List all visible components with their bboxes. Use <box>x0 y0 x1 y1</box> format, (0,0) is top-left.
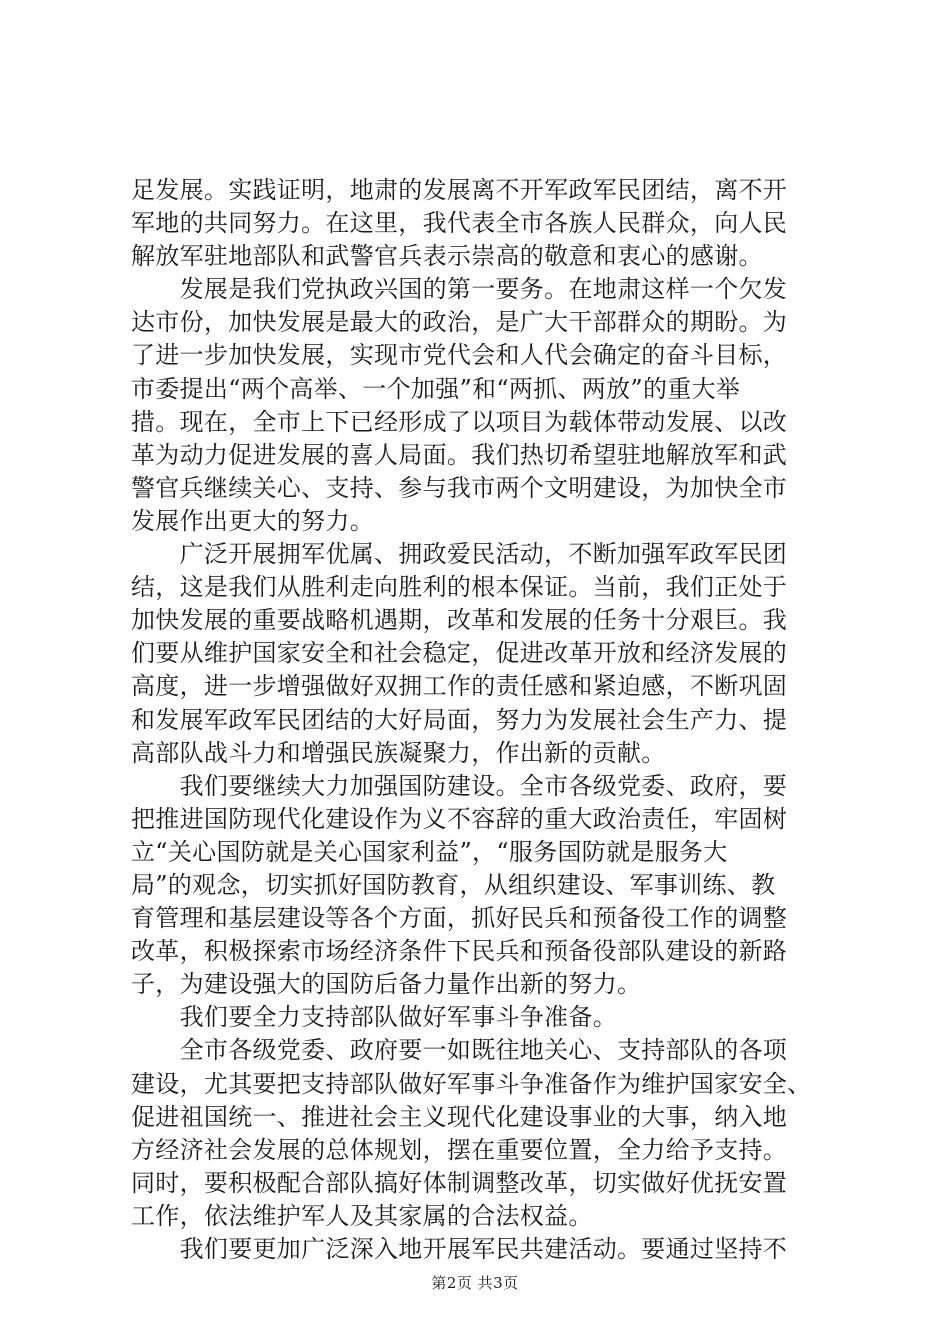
text-line: 子，为建设强大的国防后备力量作出新的努力。 <box>131 970 642 999</box>
text-line: 发展是我们党执政兴国的第一要务。在地肃这样一个欠发 <box>131 275 788 304</box>
text-line: 们要从维护国家安全和社会稳定，促进改革开放和经济发展的 <box>131 639 788 668</box>
text-line: 足发展。实践证明，地肃的发展离不开军政军民团结，离不开 <box>131 176 788 204</box>
text-line: 同时，要积极配合部队搞好体制调整改革，切实做好优抚安置 <box>131 1168 788 1197</box>
text-line: 和发展军政军民团结的大好局面，努力为发展社会生产力、提 <box>131 705 788 734</box>
text-line: 局”的观念，切实抓好国防教育，从组织建设、军事训练、教 <box>131 870 776 899</box>
text-line: 措。现在，全市上下已经形成了以项目为载体带动发展、以改 <box>131 407 788 436</box>
text-line: 高部队战斗力和增强民族凝聚力，作出新的贡献。 <box>131 738 666 767</box>
text-line: 军地的共同努力。在这里，我代表全市各族人民群众，向人民 <box>131 209 788 238</box>
text-line: 达市份，加快发展是最大的政治，是广大干部群众的期盼。为 <box>131 308 788 337</box>
text-line: 建设，尤其要把支持部队做好军事斗争准备作为维护国家安全、 <box>131 1069 812 1098</box>
text-line: 结，这是我们从胜利走向胜利的根本保证。当前，我们正处于 <box>131 573 788 602</box>
text-line: 加快发展的重要战略机遇期，改革和发展的任务十分艰巨。我 <box>131 606 788 635</box>
text-line: 把推进国防现代化建设作为义不容辞的重大政治责任，牢固树 <box>131 804 788 833</box>
text-line: 方经济社会发展的总体规划，摆在重要位置，全力给予支持。 <box>131 1135 788 1164</box>
text-line: 解放军驻地部队和武警官兵表示崇高的敬意和衷心的感谢。 <box>131 242 763 271</box>
text-line: 市委提出“两个高举、一个加强”和“两抓、两放”的重大举 <box>131 374 741 403</box>
body-text <box>131 174 831 1266</box>
text-line: 立“关心国防就是关心国家利益”，“服务国防就是服务大 <box>131 837 728 866</box>
text-line: 我们要全力支持部队做好军事斗争准备。 <box>131 1003 617 1032</box>
text-line: 发展作出更大的努力。 <box>131 506 374 535</box>
text-line: 促进祖国统一、推进社会主义现代化建设事业的大事，纳入地 <box>131 1102 788 1131</box>
text-line: 工作，依法维护军人及其家属的合法权益。 <box>131 1201 593 1230</box>
text-line: 育管理和基层建设等各个方面，抓好民兵和预备役工作的调整 <box>131 904 788 933</box>
text-line: 高度，进一步增强做好双拥工作的责任感和紧迫感，不断巩固 <box>131 672 788 701</box>
text-line: 了进一步加快发展，实现市党代会和人代会确定的奋斗目标， <box>131 341 788 370</box>
text-line: 广泛开展拥军优属、拥政爱民活动，不断加强军政军民团 <box>131 540 788 569</box>
text-line: 我们要继续大力加强国防建设。全市各级党委、政府，要 <box>131 771 788 800</box>
text-line: 我们要更加广泛深入地开展军民共建活动。要通过坚持不 <box>131 1235 788 1263</box>
text-line: 改革，积极探索市场经济条件下民兵和预备役部队建设的新路 <box>131 937 788 966</box>
page-number-footer: 第2页 共3页 <box>431 1274 519 1292</box>
text-line: 全市各级党委、政府要一如既往地关心、支持部队的各项 <box>131 1036 788 1065</box>
text-line: 警官兵继续关心、支持、参与我市两个文明建设，为加快全市 <box>131 473 788 502</box>
text-line: 革为动力促进发展的喜人局面。我们热切希望驻地解放军和武 <box>131 440 788 469</box>
